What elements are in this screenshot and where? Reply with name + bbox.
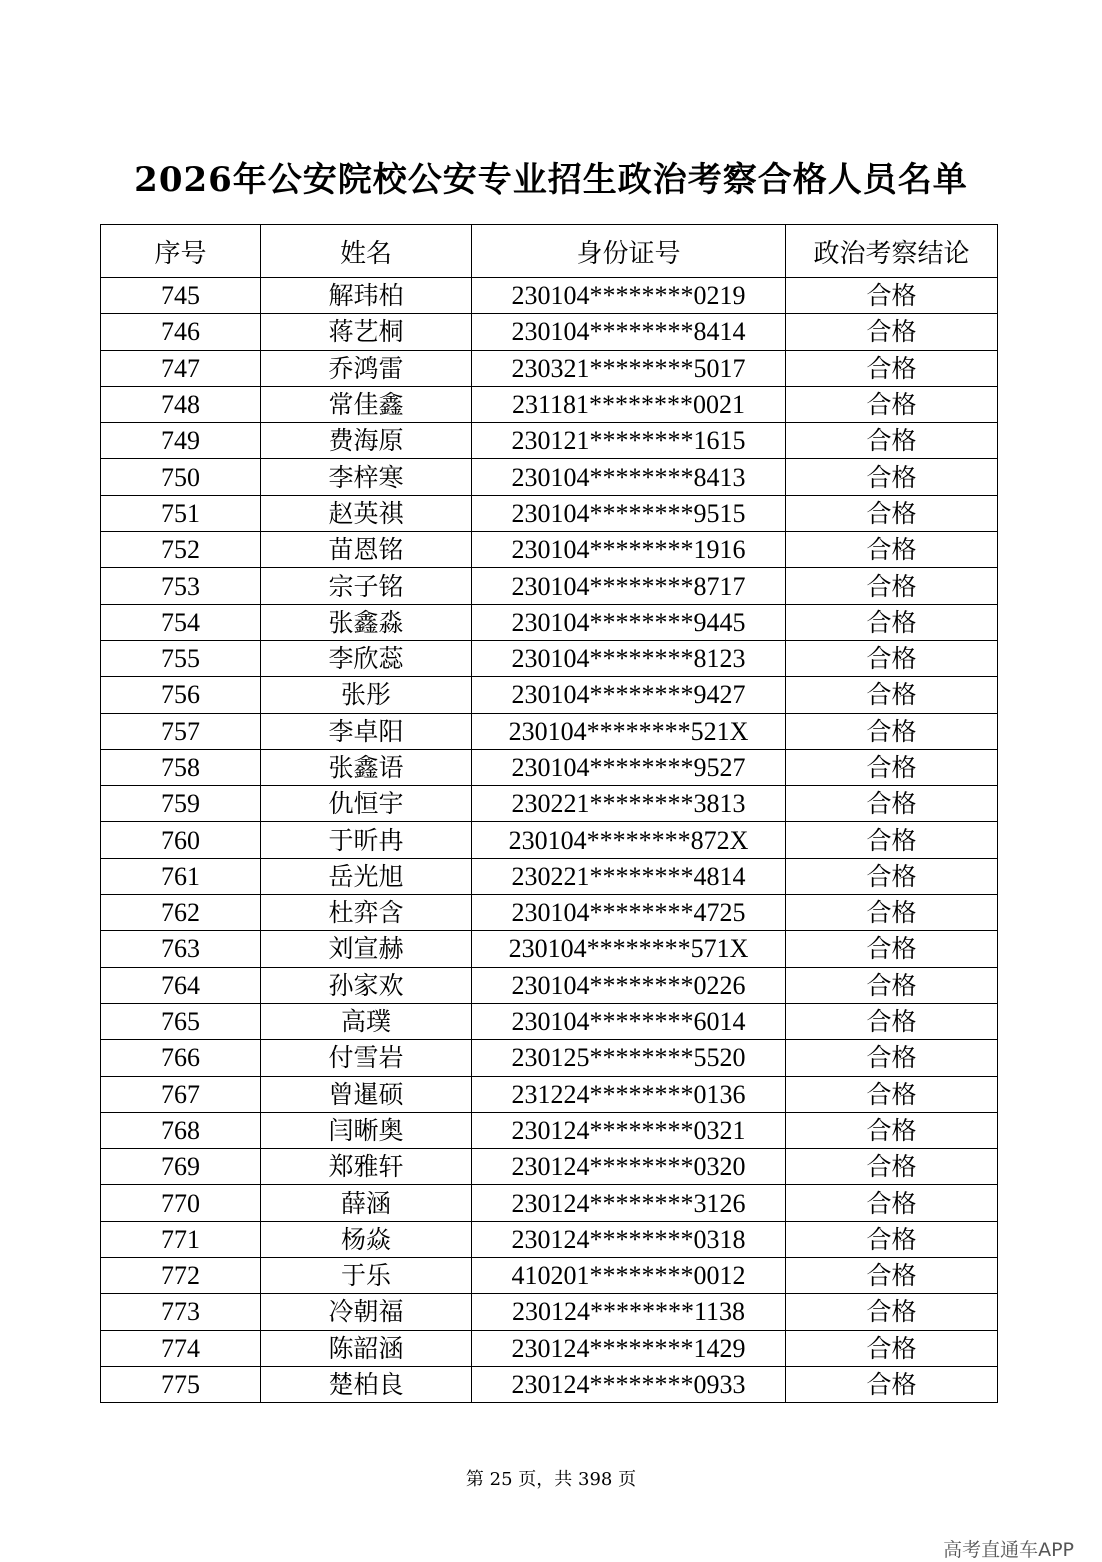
- row-id-number: 230124********0321: [472, 1112, 786, 1148]
- table-row: [101, 1185, 998, 1221]
- row-index: 762: [101, 895, 261, 931]
- row-index: 770: [101, 1185, 261, 1221]
- row-result: 合格: [786, 1185, 998, 1221]
- table-row: [101, 749, 998, 785]
- table-row: [101, 822, 998, 858]
- row-id-number: 231181********0021: [472, 386, 786, 422]
- table-row: [101, 314, 998, 350]
- table-row: [101, 786, 998, 822]
- table-row: [101, 423, 998, 459]
- table-row: [101, 640, 998, 676]
- row-index: 763: [101, 931, 261, 967]
- row-index: 764: [101, 967, 261, 1003]
- table-row: [101, 495, 998, 531]
- row-result: 合格: [786, 677, 998, 713]
- row-result: 合格: [786, 640, 998, 676]
- row-id-number: 231224********0136: [472, 1076, 786, 1112]
- row-index: 759: [101, 786, 261, 822]
- row-result: 合格: [786, 278, 998, 314]
- table-row: [101, 1040, 998, 1076]
- row-name: 杜弈含: [261, 895, 472, 931]
- watermark: 高考直通车APP: [943, 1539, 1074, 1561]
- row-name: 张鑫语: [261, 749, 472, 785]
- row-name: 岳光旭: [261, 858, 472, 894]
- table-row: [101, 1112, 998, 1148]
- table-row: [101, 931, 998, 967]
- row-name: 孙家欢: [261, 967, 472, 1003]
- table-row: [101, 1258, 998, 1294]
- row-id-number: 230104********1916: [472, 532, 786, 568]
- row-index: 747: [101, 350, 261, 386]
- row-index: 772: [101, 1258, 261, 1294]
- row-name: 曾暹硕: [261, 1076, 472, 1112]
- row-id-number: 230104********6014: [472, 1003, 786, 1039]
- row-index: 769: [101, 1149, 261, 1185]
- row-name: 于昕冉: [261, 822, 472, 858]
- row-name: 解玮柏: [261, 278, 472, 314]
- table-row: [101, 967, 998, 1003]
- row-result: 合格: [786, 386, 998, 422]
- row-result: 合格: [786, 1149, 998, 1185]
- row-result: 合格: [786, 459, 998, 495]
- row-index: 771: [101, 1221, 261, 1257]
- row-index: 757: [101, 713, 261, 749]
- table-body: [101, 278, 998, 1403]
- row-id-number: 230104********9445: [472, 604, 786, 640]
- row-name: 郑雅轩: [261, 1149, 472, 1185]
- row-name: 楚柏良: [261, 1366, 472, 1402]
- row-result: 合格: [786, 749, 998, 785]
- row-index: 753: [101, 568, 261, 604]
- row-id-number: 230124********0320: [472, 1149, 786, 1185]
- row-name: 陈韶涵: [261, 1330, 472, 1366]
- row-index: 767: [101, 1076, 261, 1112]
- row-index: 752: [101, 532, 261, 568]
- row-id-number: 230104********9527: [472, 749, 786, 785]
- row-id-number: 230124********1138: [472, 1294, 786, 1330]
- document-title: 2026年公安院校公安专业招生政治考察合格人员名单: [134, 160, 968, 200]
- table-row: [101, 1076, 998, 1112]
- row-result: 合格: [786, 1040, 998, 1076]
- table-header: [101, 225, 998, 278]
- row-name: 高璞: [261, 1003, 472, 1039]
- row-name: 仇恒宇: [261, 786, 472, 822]
- row-result: 合格: [786, 423, 998, 459]
- row-result: 合格: [786, 1258, 998, 1294]
- row-index: 760: [101, 822, 261, 858]
- row-id-number: 230104********8123: [472, 640, 786, 676]
- row-id-number: 230104********8414: [472, 314, 786, 350]
- row-index: 765: [101, 1003, 261, 1039]
- row-name: 常佳鑫: [261, 386, 472, 422]
- row-id-number: 230321********5017: [472, 350, 786, 386]
- table-row: [101, 895, 998, 931]
- row-result: 合格: [786, 1003, 998, 1039]
- row-index: 750: [101, 459, 261, 495]
- row-id-number: 230121********1615: [472, 423, 786, 459]
- table-row: [101, 604, 998, 640]
- row-name: 蒋艺桐: [261, 314, 472, 350]
- row-result: 合格: [786, 568, 998, 604]
- row-result: 合格: [786, 532, 998, 568]
- row-id-number: 230124********0318: [472, 1221, 786, 1257]
- row-index: 774: [101, 1330, 261, 1366]
- row-result: 合格: [786, 895, 998, 931]
- row-result: 合格: [786, 1366, 998, 1402]
- row-index: 748: [101, 386, 261, 422]
- row-result: 合格: [786, 931, 998, 967]
- row-id-number: 230104********0219: [472, 278, 786, 314]
- row-index: 768: [101, 1112, 261, 1148]
- row-result: 合格: [786, 1076, 998, 1112]
- row-result: 合格: [786, 1330, 998, 1366]
- row-result: 合格: [786, 967, 998, 1003]
- row-index: 775: [101, 1366, 261, 1402]
- row-result: 合格: [786, 786, 998, 822]
- row-id-number: 230221********4814: [472, 858, 786, 894]
- table-row: [101, 278, 998, 314]
- row-id-number: 230104********0226: [472, 967, 786, 1003]
- row-index: 746: [101, 314, 261, 350]
- row-index: 745: [101, 278, 261, 314]
- row-index: 755: [101, 640, 261, 676]
- row-index: 754: [101, 604, 261, 640]
- row-id-number: 230104********571X: [472, 931, 786, 967]
- table-row: [101, 386, 998, 422]
- row-index: 766: [101, 1040, 261, 1076]
- row-id-number: 230104********521X: [472, 713, 786, 749]
- row-index: 749: [101, 423, 261, 459]
- row-index: 756: [101, 677, 261, 713]
- table-row: [101, 1366, 998, 1402]
- personnel-table: [100, 224, 998, 1403]
- row-id-number: 230104********4725: [472, 895, 786, 931]
- row-id-number: 230124********3126: [472, 1185, 786, 1221]
- row-id-number: 230104********872X: [472, 822, 786, 858]
- row-name: 宗子铭: [261, 568, 472, 604]
- row-id-number: 410201********0012: [472, 1258, 786, 1294]
- table-row: [101, 350, 998, 386]
- row-name: 苗恩铭: [261, 532, 472, 568]
- table-row: [101, 677, 998, 713]
- row-index: 773: [101, 1294, 261, 1330]
- row-name: 于乐: [261, 1258, 472, 1294]
- row-result: 合格: [786, 1112, 998, 1148]
- row-result: 合格: [786, 1294, 998, 1330]
- row-index: 758: [101, 749, 261, 785]
- row-name: 刘宣赫: [261, 931, 472, 967]
- row-name: 李卓阳: [261, 713, 472, 749]
- row-result: 合格: [786, 314, 998, 350]
- header-row: [101, 225, 998, 278]
- row-name: 赵英祺: [261, 495, 472, 531]
- row-id-number: 230104********9427: [472, 677, 786, 713]
- table-row: [101, 568, 998, 604]
- row-id-number: 230104********9515: [472, 495, 786, 531]
- row-id-number: 230104********8717: [472, 568, 786, 604]
- row-result: 合格: [786, 495, 998, 531]
- row-name: 费海原: [261, 423, 472, 459]
- row-name: 闫晰奥: [261, 1112, 472, 1148]
- header-name: 姓名: [261, 225, 472, 278]
- table-row: [101, 532, 998, 568]
- row-id-number: 230124********0933: [472, 1366, 786, 1402]
- row-name: 付雪岩: [261, 1040, 472, 1076]
- row-index: 751: [101, 495, 261, 531]
- row-result: 合格: [786, 604, 998, 640]
- row-result: 合格: [786, 1221, 998, 1257]
- table-row: [101, 1149, 998, 1185]
- page-footer: 第 25 页，共 398 页: [465, 1469, 637, 1490]
- row-result: 合格: [786, 858, 998, 894]
- row-name: 张彤: [261, 677, 472, 713]
- table-row: [101, 1330, 998, 1366]
- row-result: 合格: [786, 713, 998, 749]
- row-name: 冷朝福: [261, 1294, 472, 1330]
- header-result: 政治考察结论: [786, 225, 998, 278]
- row-id-number: 230221********3813: [472, 786, 786, 822]
- row-index: 761: [101, 858, 261, 894]
- table-row: [101, 1294, 998, 1330]
- table-row: [101, 1003, 998, 1039]
- header-id-number: 身份证号: [472, 225, 786, 278]
- row-name: 乔鸿雷: [261, 350, 472, 386]
- row-id-number: 230124********1429: [472, 1330, 786, 1366]
- header-index: 序号: [101, 225, 261, 278]
- row-name: 杨焱: [261, 1221, 472, 1257]
- row-result: 合格: [786, 350, 998, 386]
- row-name: 张鑫淼: [261, 604, 472, 640]
- row-name: 薛涵: [261, 1185, 472, 1221]
- table-row: [101, 1221, 998, 1257]
- row-name: 李梓寒: [261, 459, 472, 495]
- table-row: [101, 459, 998, 495]
- table-row: [101, 858, 998, 894]
- row-name: 李欣蕊: [261, 640, 472, 676]
- table-row: [101, 713, 998, 749]
- row-id-number: 230104********8413: [472, 459, 786, 495]
- row-id-number: 230125********5520: [472, 1040, 786, 1076]
- row-result: 合格: [786, 822, 998, 858]
